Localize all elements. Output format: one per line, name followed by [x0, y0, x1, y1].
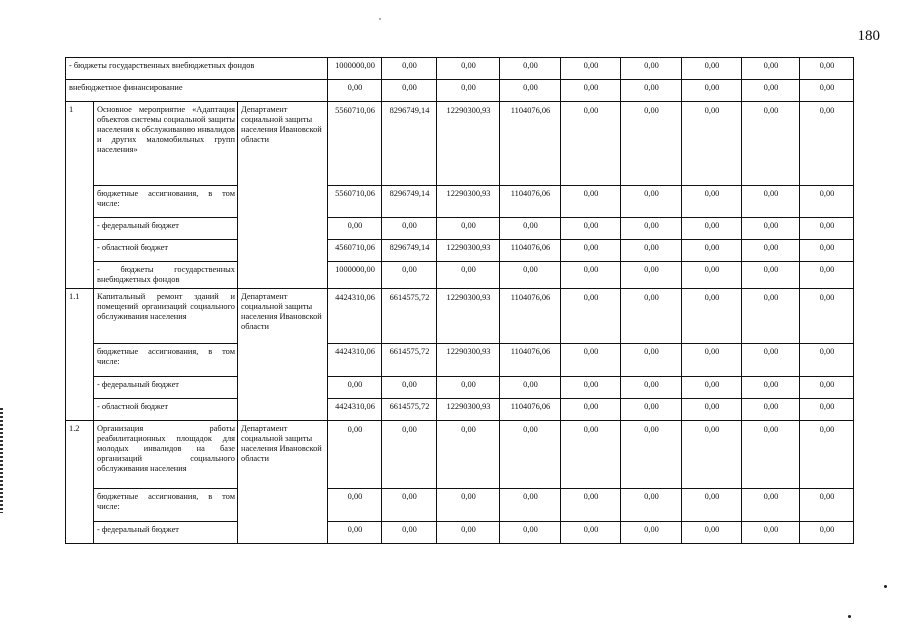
amount-cell: 0,00 — [382, 377, 437, 399]
responsible-department: Департамент социальной защиты населения Ивановской области — [238, 289, 328, 421]
amount-cell: 1000000,00 — [328, 262, 382, 289]
amount-cell: 0,00 — [561, 102, 621, 186]
amount-cell: 0,00 — [500, 58, 561, 80]
amount-cell: 0,00 — [682, 240, 742, 262]
amount-cell: 0,00 — [437, 522, 500, 544]
table-row — [66, 218, 854, 240]
amount-cell: 0,00 — [742, 58, 800, 80]
amount-cell: 0,00 — [382, 218, 437, 240]
amount-cell: 0,00 — [382, 262, 437, 289]
amount-cell: 0,00 — [382, 421, 437, 489]
amount-cell: 6614575,72 — [382, 289, 437, 344]
amount-cell: 0,00 — [437, 421, 500, 489]
amount-cell: 0,00 — [561, 262, 621, 289]
amount-cell: 0,00 — [621, 522, 682, 544]
amount-cell: 12290300,93 — [437, 186, 500, 218]
amount-cell: 0,00 — [800, 489, 854, 522]
table-row — [66, 102, 854, 186]
row-label: - бюджеты государственных внебюджетных фондов — [66, 58, 328, 80]
table-row — [66, 421, 854, 489]
row-label: Капитальный ремонт зданий и помещений организаций социального обслуживания населения — [94, 289, 238, 344]
amount-cell: 0,00 — [800, 377, 854, 399]
amount-cell: 0,00 — [682, 218, 742, 240]
row-label: - бюджеты государственных внебюджетных фондов — [94, 262, 238, 289]
amount-cell: 4424310,06 — [328, 289, 382, 344]
amount-cell: 0,00 — [682, 344, 742, 377]
amount-cell: 0,00 — [682, 58, 742, 80]
amount-cell: 0,00 — [561, 58, 621, 80]
amount-cell: 0,00 — [621, 289, 682, 344]
amount-cell: 0,00 — [742, 399, 800, 421]
row-number: 1.2 — [66, 421, 94, 544]
amount-cell: 4560710,06 — [328, 240, 382, 262]
amount-cell: 0,00 — [682, 80, 742, 102]
amount-cell: 0,00 — [500, 421, 561, 489]
amount-cell: 0,00 — [800, 218, 854, 240]
amount-cell: 0,00 — [382, 58, 437, 80]
amount-cell: 5560710,06 — [328, 186, 382, 218]
amount-cell: 0,00 — [800, 102, 854, 186]
amount-cell: 0,00 — [621, 102, 682, 186]
amount-cell: 8296749,14 — [382, 240, 437, 262]
amount-cell: 0,00 — [561, 80, 621, 102]
amount-cell: 0,00 — [742, 489, 800, 522]
row-label: Основное мероприятие «Адаптация объектов системы социальной защиты населения к обслуживанию инвалидов и других маломобильных групп населения» — [94, 102, 238, 186]
amount-cell: 5560710,06 — [328, 102, 382, 186]
budget-table — [65, 57, 854, 544]
amount-cell: 0,00 — [328, 421, 382, 489]
amount-cell: 0,00 — [561, 489, 621, 522]
row-label: бюджетные ассигнования, в том числе: — [94, 489, 238, 522]
amount-cell: 0,00 — [561, 421, 621, 489]
amount-cell: 0,00 — [437, 58, 500, 80]
amount-cell: 12290300,93 — [437, 240, 500, 262]
amount-cell: 0,00 — [500, 522, 561, 544]
amount-cell: 0,00 — [682, 102, 742, 186]
amount-cell: 0,00 — [682, 289, 742, 344]
amount-cell: 0,00 — [500, 262, 561, 289]
row-label: - областной бюджет — [94, 240, 238, 262]
amount-cell: 0,00 — [742, 421, 800, 489]
amount-cell: 0,00 — [561, 399, 621, 421]
amount-cell: 0,00 — [621, 399, 682, 421]
amount-cell: 0,00 — [382, 489, 437, 522]
amount-cell: 0,00 — [621, 377, 682, 399]
amount-cell: 0,00 — [328, 522, 382, 544]
amount-cell: 0,00 — [621, 58, 682, 80]
scan-speck — [848, 615, 851, 618]
responsible-department: Департамент социальной защиты населения Ивановской области — [238, 421, 328, 544]
amount-cell: 1104076,06 — [500, 102, 561, 186]
amount-cell: 0,00 — [500, 377, 561, 399]
table-row — [66, 186, 854, 218]
row-label: Организация работы реабилитационных площадок для молодых инвалидов на базе организаций социального обслуживания населения — [94, 421, 238, 489]
table-row — [66, 289, 854, 344]
amount-cell: 0,00 — [742, 289, 800, 344]
amount-cell: 0,00 — [328, 80, 382, 102]
amount-cell: 0,00 — [682, 421, 742, 489]
scan-speck — [379, 18, 381, 20]
amount-cell: 1104076,06 — [500, 344, 561, 377]
amount-cell: 6614575,72 — [382, 344, 437, 377]
amount-cell: 6614575,72 — [382, 399, 437, 421]
responsible-department: Департамент социальной защиты населения Ивановской области — [238, 102, 328, 289]
amount-cell: 1104076,06 — [500, 186, 561, 218]
amount-cell: 0,00 — [800, 421, 854, 489]
table-row — [66, 522, 854, 544]
amount-cell: 0,00 — [561, 344, 621, 377]
amount-cell: 0,00 — [800, 522, 854, 544]
scan-edge-mark — [0, 408, 3, 513]
amount-cell: 0,00 — [742, 262, 800, 289]
amount-cell: 1104076,06 — [500, 399, 561, 421]
amount-cell: 0,00 — [621, 80, 682, 102]
amount-cell: 8296749,14 — [382, 102, 437, 186]
amount-cell: 0,00 — [800, 344, 854, 377]
amount-cell: 0,00 — [742, 186, 800, 218]
amount-cell: 0,00 — [621, 262, 682, 289]
amount-cell: 0,00 — [800, 80, 854, 102]
amount-cell: 0,00 — [742, 218, 800, 240]
amount-cell: 0,00 — [800, 399, 854, 421]
amount-cell: 0,00 — [742, 102, 800, 186]
amount-cell: 12290300,93 — [437, 344, 500, 377]
amount-cell: 0,00 — [561, 377, 621, 399]
row-number: 1 — [66, 102, 94, 289]
amount-cell: 0,00 — [621, 240, 682, 262]
amount-cell: 1000000,00 — [328, 58, 382, 80]
amount-cell: 0,00 — [682, 399, 742, 421]
row-label: - областной бюджет — [94, 399, 238, 421]
row-number: 1.1 — [66, 289, 94, 421]
amount-cell: 0,00 — [682, 522, 742, 544]
row-label: бюджетные ассигнования, в том числе: — [94, 344, 238, 377]
table-row — [66, 262, 854, 289]
amount-cell: 0,00 — [682, 186, 742, 218]
amount-cell: 0,00 — [742, 344, 800, 377]
amount-cell: 0,00 — [437, 489, 500, 522]
scan-speck — [884, 585, 887, 588]
page-number: 180 — [857, 28, 880, 44]
amount-cell: 0,00 — [561, 522, 621, 544]
amount-cell: 0,00 — [500, 489, 561, 522]
row-label: - федеральный бюджет — [94, 522, 238, 544]
amount-cell: 0,00 — [437, 218, 500, 240]
amount-cell: 0,00 — [437, 377, 500, 399]
table-row — [66, 80, 854, 102]
amount-cell: 0,00 — [682, 489, 742, 522]
amount-cell: 0,00 — [800, 186, 854, 218]
amount-cell: 0,00 — [328, 489, 382, 522]
amount-cell: 12290300,93 — [437, 399, 500, 421]
amount-cell: 12290300,93 — [437, 102, 500, 186]
amount-cell: 0,00 — [800, 240, 854, 262]
amount-cell: 0,00 — [621, 218, 682, 240]
amount-cell: 0,00 — [382, 522, 437, 544]
amount-cell: 0,00 — [682, 262, 742, 289]
amount-cell: 0,00 — [500, 218, 561, 240]
amount-cell: 1104076,06 — [500, 240, 561, 262]
table-row — [66, 377, 854, 399]
amount-cell: 0,00 — [621, 489, 682, 522]
amount-cell: 0,00 — [800, 262, 854, 289]
amount-cell: 0,00 — [437, 80, 500, 102]
amount-cell: 0,00 — [742, 377, 800, 399]
table-row — [66, 58, 854, 80]
amount-cell: 0,00 — [561, 289, 621, 344]
row-label: - федеральный бюджет — [94, 218, 238, 240]
amount-cell: 0,00 — [328, 377, 382, 399]
table-row — [66, 489, 854, 522]
amount-cell: 0,00 — [800, 58, 854, 80]
amount-cell: 0,00 — [437, 262, 500, 289]
amount-cell: 12290300,93 — [437, 289, 500, 344]
amount-cell: 4424310,06 — [328, 399, 382, 421]
amount-cell: 0,00 — [800, 289, 854, 344]
amount-cell: 0,00 — [382, 80, 437, 102]
table-row — [66, 240, 854, 262]
amount-cell: 0,00 — [561, 186, 621, 218]
table-row — [66, 344, 854, 377]
amount-cell: 8296749,14 — [382, 186, 437, 218]
amount-cell: 0,00 — [328, 218, 382, 240]
amount-cell: 0,00 — [742, 240, 800, 262]
amount-cell: 1104076,06 — [500, 289, 561, 344]
amount-cell: 4424310,06 — [328, 344, 382, 377]
amount-cell: 0,00 — [682, 377, 742, 399]
row-label: бюджетные ассигнования, в том числе: — [94, 186, 238, 218]
amount-cell: 0,00 — [742, 522, 800, 544]
amount-cell: 0,00 — [500, 80, 561, 102]
table-row — [66, 399, 854, 421]
amount-cell: 0,00 — [621, 344, 682, 377]
row-label: - федеральный бюджет — [94, 377, 238, 399]
amount-cell: 0,00 — [561, 240, 621, 262]
amount-cell: 0,00 — [621, 186, 682, 218]
amount-cell: 0,00 — [561, 218, 621, 240]
amount-cell: 0,00 — [742, 80, 800, 102]
row-label: внебюджетное финансирование — [66, 80, 328, 102]
amount-cell: 0,00 — [621, 421, 682, 489]
